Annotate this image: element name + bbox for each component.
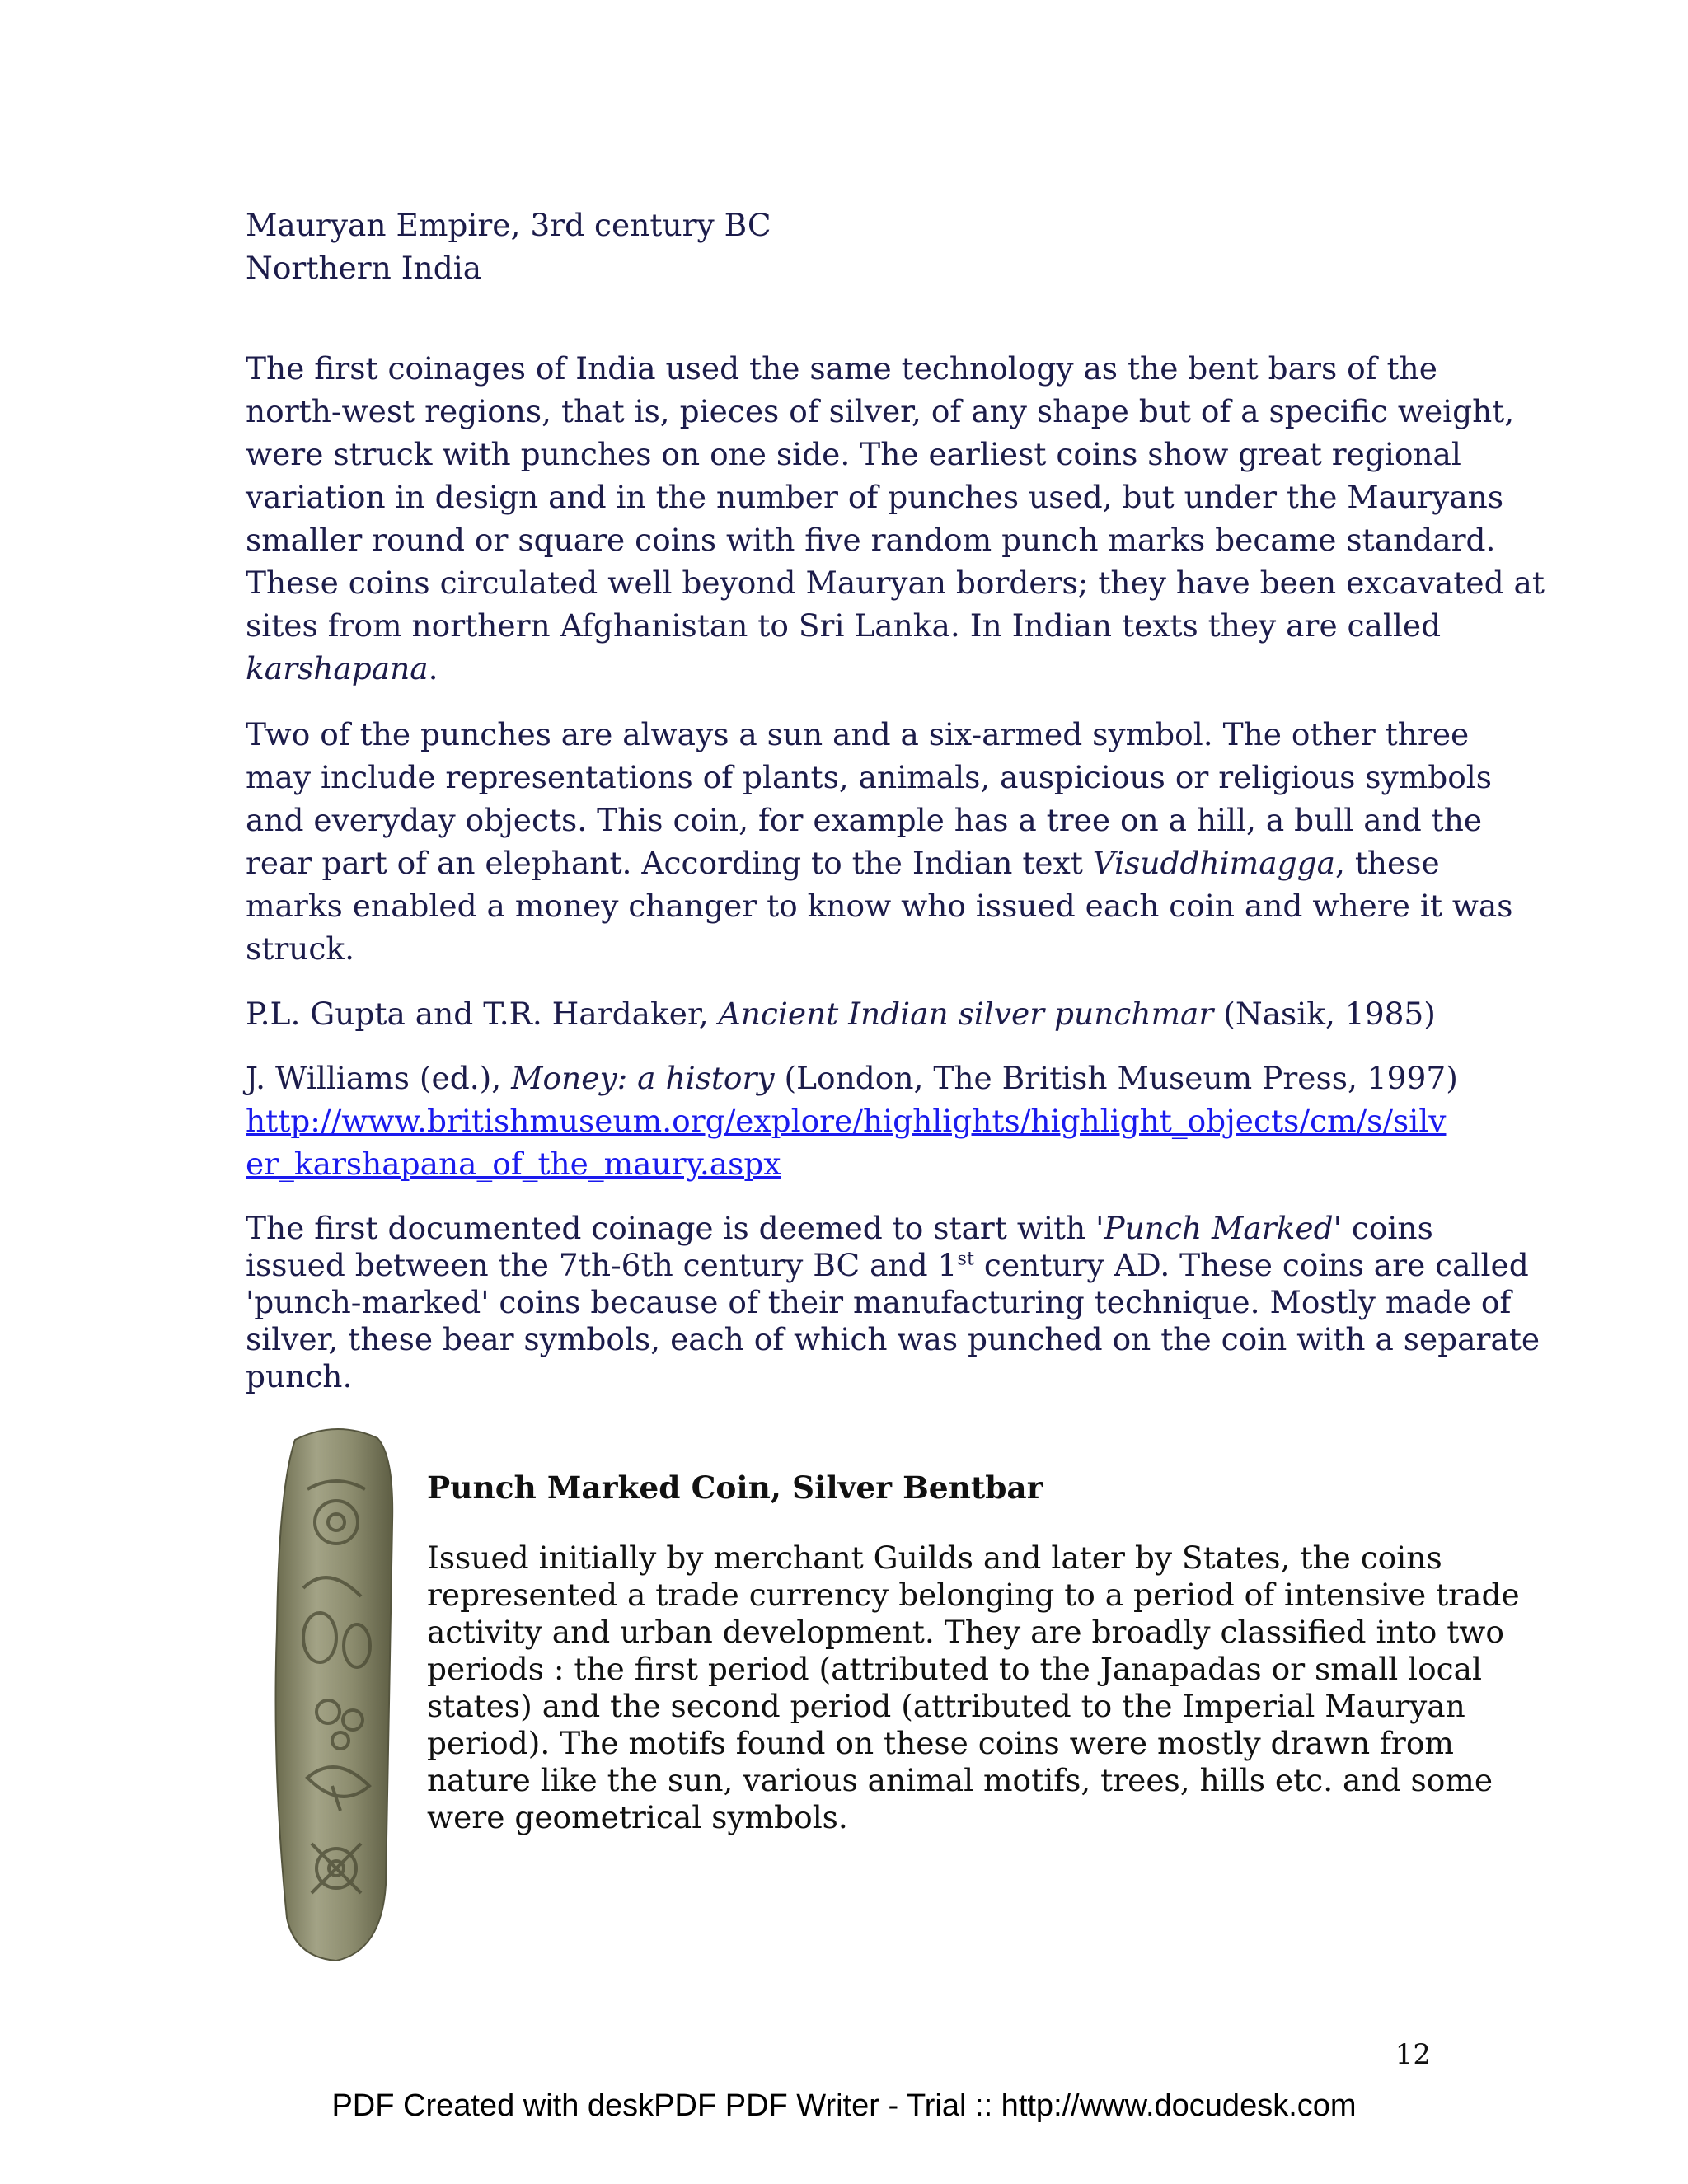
para1-line: The first coinages of India used the same technology as the bent bars of the [246,350,1437,387]
heading-line-2: Northern India [246,250,482,286]
ref1-authors: P.L. Gupta and T.R. Hardaker, [246,996,719,1032]
heading-block [246,204,1457,289]
caption-line: period). The motifs found on these coins were mostly drawn from [427,1725,1454,1761]
para2-line4-start: rear part of an elephant. According to the Indian text [246,845,1093,881]
para1-end: . [428,650,438,687]
ref2-authors: J. Williams (ed.), [246,1060,512,1096]
paragraph-punches [246,713,1513,970]
para3-line2-start: issued between the 7th-6th century BC and 1 [246,1247,958,1283]
para3-line: punch. [246,1358,353,1394]
para1-line: These coins circulated well beyond Mauryan borders; they have been excavated at [246,565,1545,601]
para3-line-1 [246,1210,1457,1247]
page-number: 12 [1395,2038,1431,2071]
caption-line: represented a trade currency belonging to a period of intensive trade [427,1577,1520,1613]
italic-term-punch-marked: Punch Marked [1104,1210,1334,1246]
para2-line: struck. [246,930,355,967]
para3-line-2 [246,1247,1529,1284]
para2-line: Two of the punches are always a sun and a six-armed symbol. The other three [246,716,1470,752]
para1-line: were struck with punches on one side. The earliest coins show great regional [246,436,1461,472]
para3-line2-end: century AD. These coins are called [974,1247,1529,1283]
para3-line: silver, these bear symbols, each of which was punched on the coin with a separate [246,1321,1540,1357]
coin-caption-text [427,1540,1520,1836]
reference-williams [246,1057,1457,1185]
heading-line-1: Mauryan Empire, 3rd century BC [246,207,771,243]
ref1-title: Ancient Indian silver punchmar [718,996,1214,1032]
italic-term-visuddhimagga: Visuddhimagga [1092,845,1335,881]
para1-line-last [246,647,1457,690]
para2-line: and everyday objects. This coin, for example has a tree on a hill, a bull and the [246,802,1483,838]
paragraph-punch-marked [246,1210,1540,1395]
reference-gupta [246,992,1457,1035]
para2-line4-end: , these [1334,845,1440,881]
ref2-rest: (London, The British Museum Press, 1997) [774,1060,1458,1096]
para3-line1-end: ' coins [1333,1210,1433,1246]
para1-line: variation in design and in the number of punches used, but under the Mauryans [246,479,1504,515]
ref1-rest: (Nasik, 1985) [1213,996,1436,1032]
caption-line: periods : the first period (attributed to the Janapadas or small local [427,1651,1483,1687]
para2-line: may include representations of plants, animals, auspicious or religious symbols [246,759,1493,795]
para1-line: smaller round or square coins with five random punch marks became standard. [246,522,1496,558]
para1-line: sites from northern Afghanistan to Sri Lanka. In Indian texts they are called [246,607,1442,644]
ref2-title: Money: a history [511,1060,775,1096]
paragraph-first-coinages [246,347,1545,690]
para2-line: marks enabled a money changer to know who issued each coin and where it was [246,888,1513,924]
caption-line: nature like the sun, various animal motifs, trees, hills etc. and some [427,1762,1493,1798]
italic-term-karshapana: karshapana [246,650,429,687]
pdf-footer-watermark: PDF Created with deskPDF PDF Writer - Trial :: http://www.docudesk.com [331,2088,1357,2123]
para3-line1-start: The first documented coinage is deemed to start with ' [246,1210,1104,1246]
caption-line: activity and urban development. They are broadly classified into two [427,1614,1504,1650]
caption-line: were geometrical symbols. [427,1799,848,1835]
british-museum-link-line-2[interactable]: er_karshapana_of_the_maury.aspx [246,1146,781,1182]
caption-line: Issued initially by merchant Guilds and later by States, the coins [427,1540,1442,1576]
coin-image [262,1423,402,1964]
para3-line: 'punch-marked' coins because of their manufacturing technique. Mostly made of [246,1284,1512,1320]
ref1-line [246,992,1457,1035]
para2-line-4 [246,841,1457,884]
para1-line: north-west regions, that is, pieces of silver, of any shape but of a specific weight, [246,393,1515,429]
caption-line: states) and the second period (attributed to the Imperial Mauryan [427,1688,1465,1724]
british-museum-link-line-1[interactable]: http://www.britishmuseum.org/explore/highlights/highlight_objects/cm/s/silv [246,1103,1447,1139]
coin-caption-title: Punch Marked Coin, Silver Bentbar [427,1469,1043,1506]
ordinal-suffix: st [957,1248,975,1270]
ref2-line [246,1057,1457,1099]
